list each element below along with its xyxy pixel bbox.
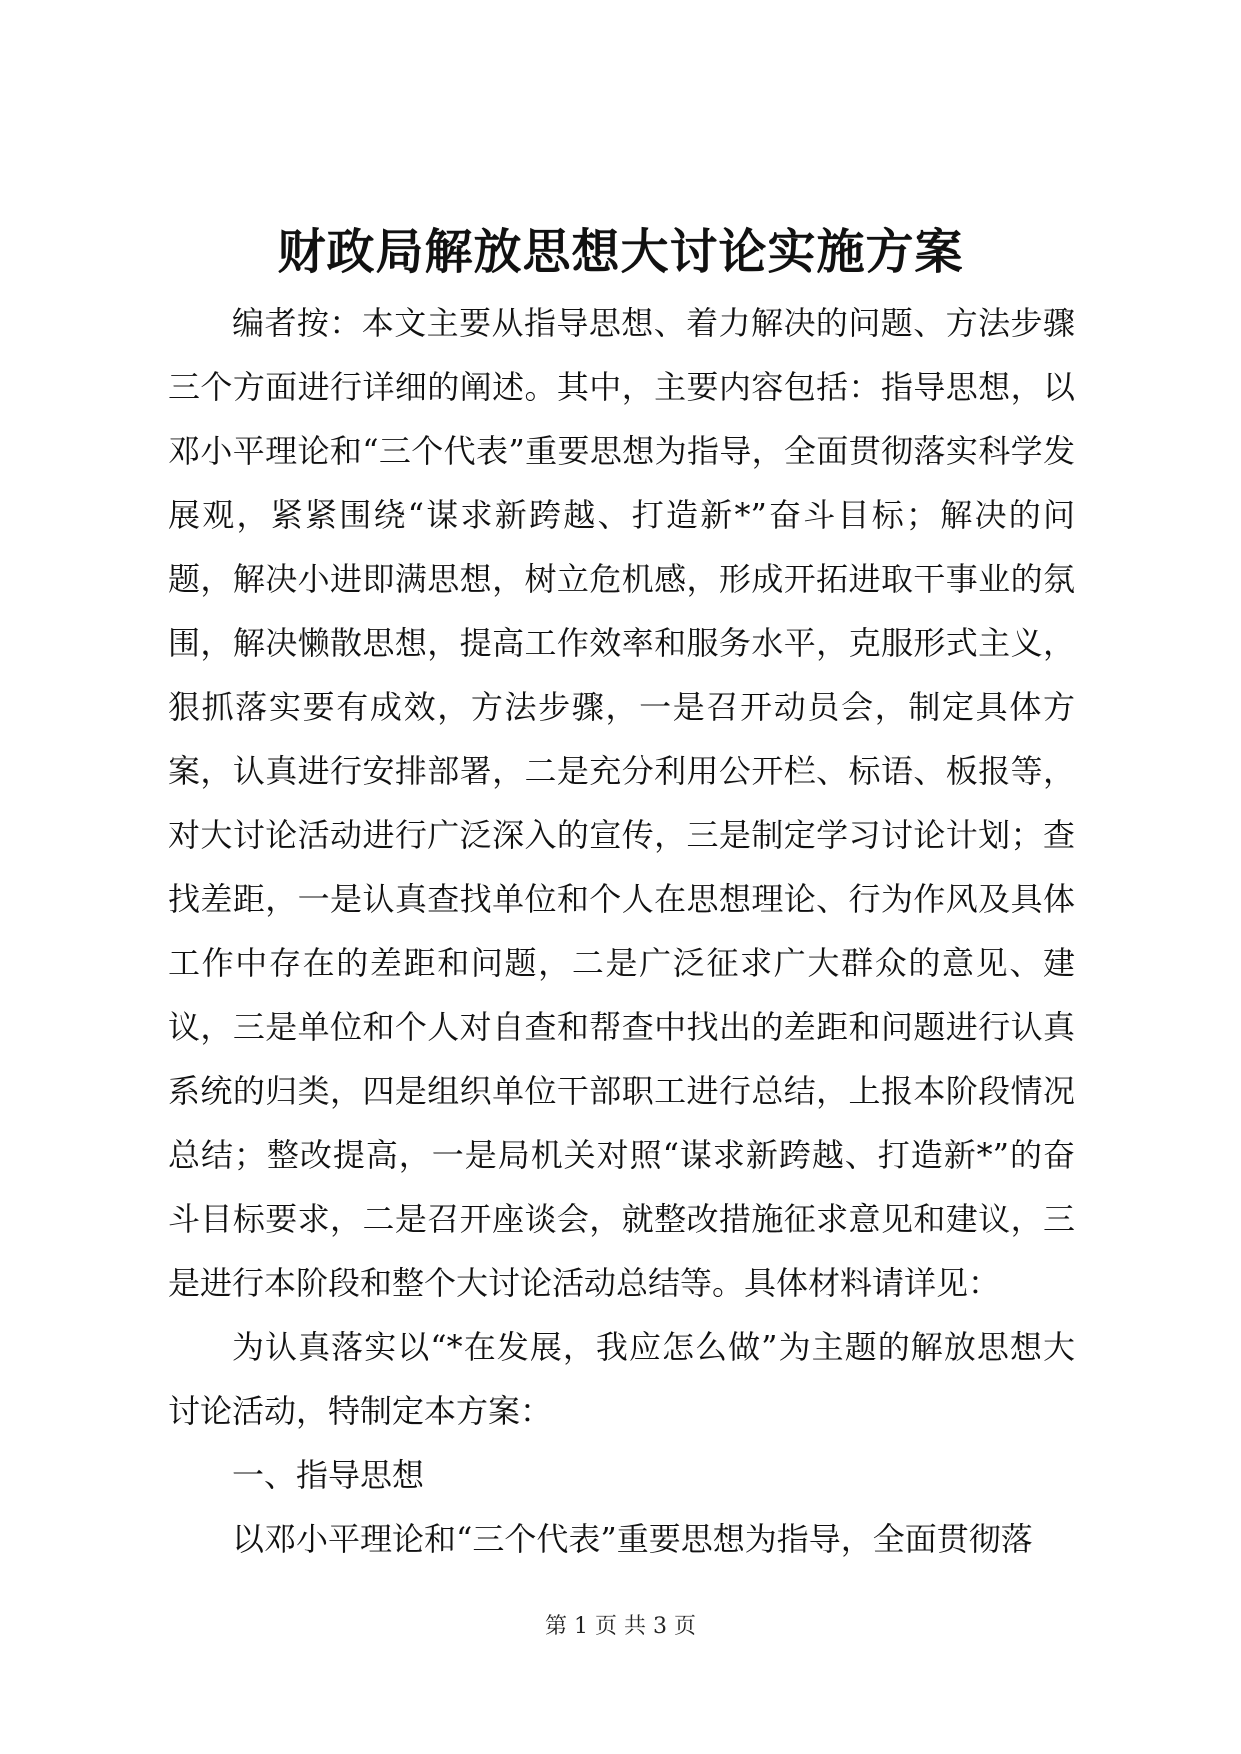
section-heading-guiding-thought: 一、指导思想 bbox=[232, 1456, 425, 1494]
document-title: 财政局解放思想大讨论实施方案 bbox=[277, 224, 964, 280]
guiding-thought-paragraph: 以邓小平理论和“三个代表”重要思想为指导，全面贯彻落 bbox=[232, 1520, 1033, 1558]
intro-paragraph: 为认真落实以“*在发展，我应怎么做”为主题的解放思想大讨论活动，特制定本方案： bbox=[168, 1328, 1075, 1430]
editor-note-paragraph: 编者按：本文主要从指导思想、着力解决的问题、方法步骤三个方面进行详细的阐述。其中，主要内容包括：指导思想，以邓小平理论和“三个代表”重要思想为指导，全面贯彻落实科学发展观，紧紧围绕“谋求新跨越、打造新*”奋斗目标；解决的问题，解决小进即满思想，树立危机感，形成开拓进取干事业的氛围，解决懒散思想，提高工作效率和服务水平，克服形式主义，狠抓落实要有成效，方法步骤，一是召开动员会，制定具体方案，认真进行安排部署，二是充分利用公开栏、标语、板报等，对大讨论活动进行广泛深入的宣传，三是制定学习讨论计划；查找差距，一是认真查找单位和个人在思想理论、行为作风及具体工作中存在的差距和问题，二是广泛征求广大群众的意见、建议，三是单位和个人对自查和帮查中找出的差距和问题进行认真系统的归类，四是组织单位干部职工进行总结，上报本阶段情况总结；整改提高，一是局机关对照“谋求新跨越、打造新*”的奋斗目标要求，二是召开座谈会，就整改措施征求意见和建议，三是进行本阶段和整个大讨论活动总结等。具体材料请详见： bbox=[168, 304, 1075, 1302]
document-body bbox=[168, 291, 1075, 1571]
page-number-footer: 第 1 页 共 3 页 bbox=[545, 1614, 696, 1639]
